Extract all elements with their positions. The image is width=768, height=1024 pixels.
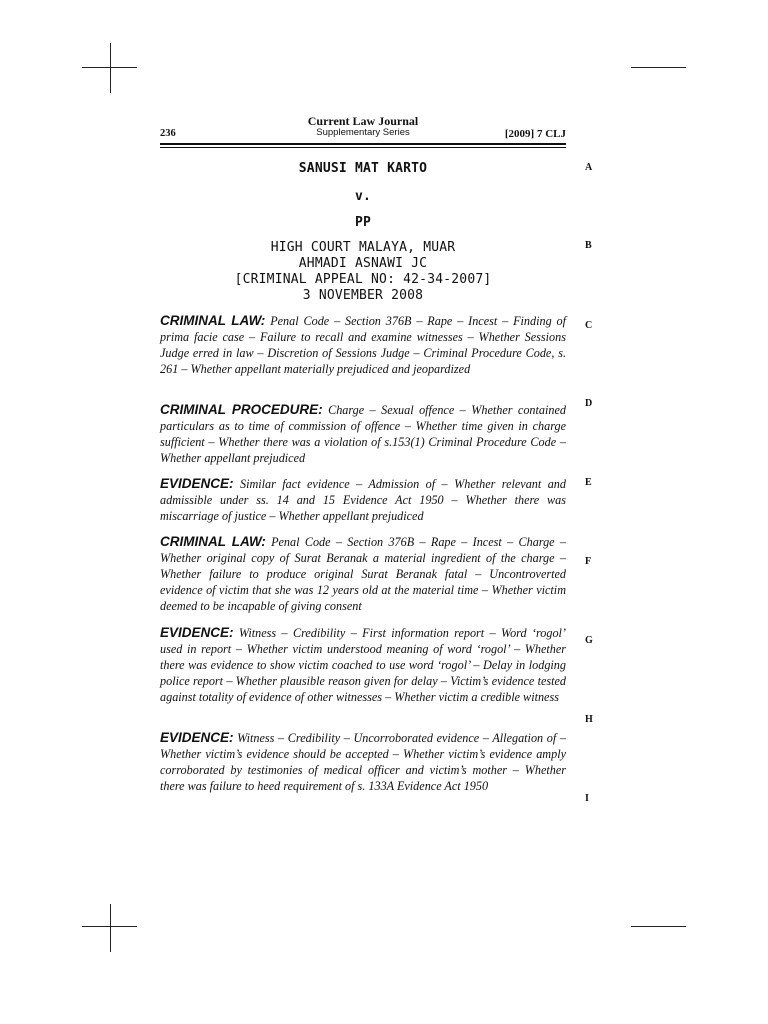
margin-letter-g: G [585, 635, 593, 646]
crop-mark-top-left-vertical [110, 43, 111, 93]
catchword-topic: CRIMINAL LAW: [160, 313, 266, 328]
catchword-topic: EVIDENCE: [160, 625, 234, 640]
catchword-topic: CRIMINAL LAW: [160, 534, 266, 549]
margin-letter-c: C [585, 320, 593, 331]
versus: v. [354, 189, 372, 204]
crop-mark-top-right-horizontal [631, 67, 686, 68]
margin-letter-b: B [585, 240, 592, 251]
journal-title: Current Law Journal [307, 114, 419, 128]
catchword-text: Witness – Credibility – First information report – Word ‘rogol’ used in report – Whether victim understood meaning of word ‘rogol’ – Whether there was evidence to show victim coached to use word ‘rogol’ – Delay in lodging police report – Whether plausible reason given for delay – Victim’s evidence tested against totality of evidence of other witnesses – Whether victim a credible witness [160, 626, 566, 704]
catchword-topic: CRIMINAL PROCEDURE: [160, 402, 323, 417]
catchword-paragraph [160, 313, 566, 377]
page-number: 236 [160, 128, 176, 139]
citation: [2009] 7 CLJ [504, 128, 566, 140]
series-label: Supplementary Series [316, 127, 410, 138]
margin-letter-e: E [585, 477, 592, 488]
margin-letter-d: D [585, 398, 593, 409]
catchword-paragraph [160, 730, 566, 794]
catchword-text: Penal Code – Section 376B – Rape – Incest – Charge – Whether original copy of Surat Beranak a material ingredient of the charge – Whether failure to produce original Surat Beranak fatal – Uncontroverted evidence of victim that she was 12 years old at the material time – Whether victim deemed to be incapable of giving consent [160, 535, 566, 613]
catchword-text: Penal Code – Section 376B – Rape – Incest – Finding of prima facie case – Failure to recall and examine witnesses – Whether Sessions Judge erred in law – Discretion of Sessions Judge – Criminal Procedure Code, s. 261 – Whether appellant materially prejudiced and jeopardized [160, 314, 567, 376]
catchword-paragraph [160, 534, 566, 614]
margin-letter-h: H [585, 714, 593, 725]
margin-letter-a: A [585, 162, 593, 173]
judge-name: AHMADI ASNAWI JC [298, 256, 428, 271]
appellant-name: SANUSI MAT KARTO [298, 161, 428, 176]
header-rule-thick [160, 143, 566, 145]
catchword-topic: EVIDENCE: [160, 476, 234, 491]
header-rule-thin [160, 147, 566, 148]
catchword-paragraph [160, 402, 566, 466]
judgment-date: 3 NOVEMBER 2008 [302, 288, 424, 303]
catchword-text: Witness – Credibility – Uncorroborated evidence – Allegation of – Whether victim’s evidence should be accepted – Whether victim’s evidence amply corroborated by testimonies of medical officer and victim’s mother – Whether there was failure to heed requirement of s. 133A Evidence Act 1950 [160, 731, 566, 793]
margin-letter-i: I [585, 793, 589, 804]
catchword-text: Charge – Sexual offence – Whether contained particulars as to time of commission of offence – Whether time given in charge sufficient – Whether there was a violation of s.153(1) Criminal Procedure Code – Whether appellant prejudiced [160, 403, 566, 465]
catchword-paragraph [160, 625, 566, 705]
catchword-topic: EVIDENCE: [160, 730, 234, 745]
catchword-paragraph [160, 476, 566, 524]
respondent-name: PP [354, 215, 372, 230]
margin-letter-f: F [585, 556, 592, 567]
catchword-text: Similar fact evidence – Admission of – Whether relevant and admissible under ss. 14 and 15 Evidence Act 1950 – Whether there was miscarriage of justice – Whether appellant prejudiced [160, 477, 566, 523]
crop-mark-bottom-right-horizontal [631, 926, 686, 927]
crop-mark-bottom-left-vertical [110, 904, 111, 952]
appeal-number: [CRIMINAL APPEAL NO: 42-34-2007] [234, 272, 492, 287]
court-name: HIGH COURT MALAYA, MUAR [270, 240, 456, 255]
